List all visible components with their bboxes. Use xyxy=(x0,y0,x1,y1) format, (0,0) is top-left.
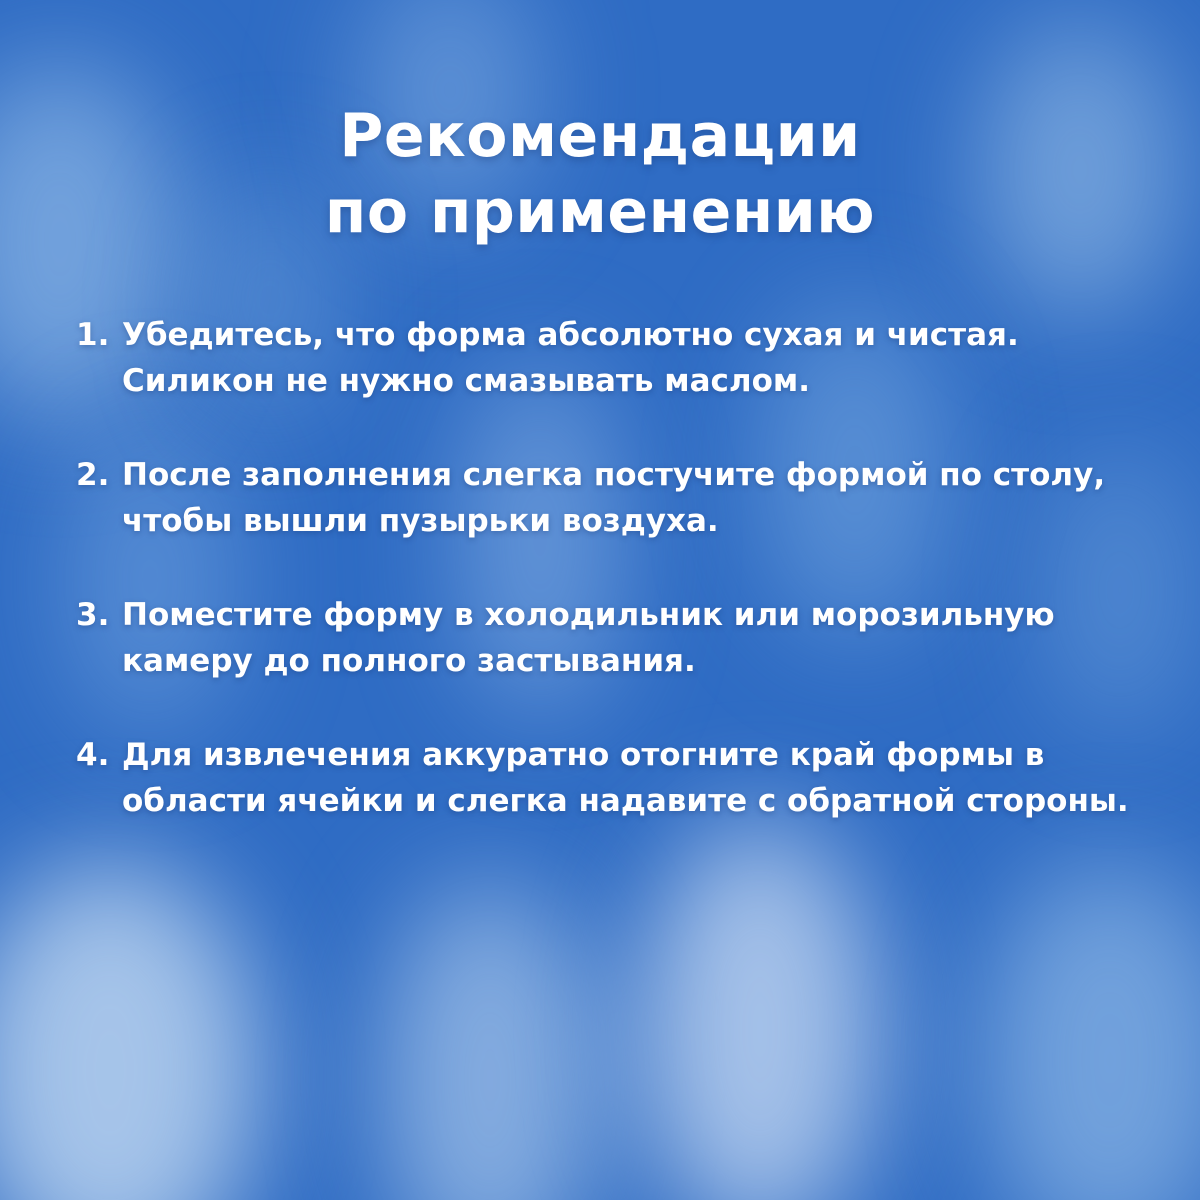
step-text: После заполнения слегка постучите формой по столу, чтобы вышли пузырьки воздуха. xyxy=(122,457,1106,539)
step-text: Для извлечения аккуратно отогните край формы в области ячейки и слегка надавите с обратной стороны. xyxy=(122,737,1129,819)
instruction-step-1 xyxy=(76,312,1136,404)
step-text: Убедитесь, что форма абсолютно сухая и чистая. Силикон не нужно смазывать маслом. xyxy=(122,317,1019,399)
step-number: 3. xyxy=(76,597,110,633)
page-title-line-1: Рекомендации xyxy=(339,101,861,172)
page-title-line-2: по применению xyxy=(324,177,876,248)
instruction-step-2 xyxy=(76,452,1136,544)
page-title xyxy=(0,98,1200,250)
instruction-step-3 xyxy=(76,592,1136,684)
instructions-list xyxy=(76,312,1136,872)
step-number: 1. xyxy=(76,317,110,353)
instruction-step-4 xyxy=(76,732,1136,824)
step-number: 2. xyxy=(76,457,110,493)
step-number: 4. xyxy=(76,737,110,773)
step-text: Поместите форму в холодильник или морозильную камеру до полного застывания. xyxy=(122,597,1055,679)
